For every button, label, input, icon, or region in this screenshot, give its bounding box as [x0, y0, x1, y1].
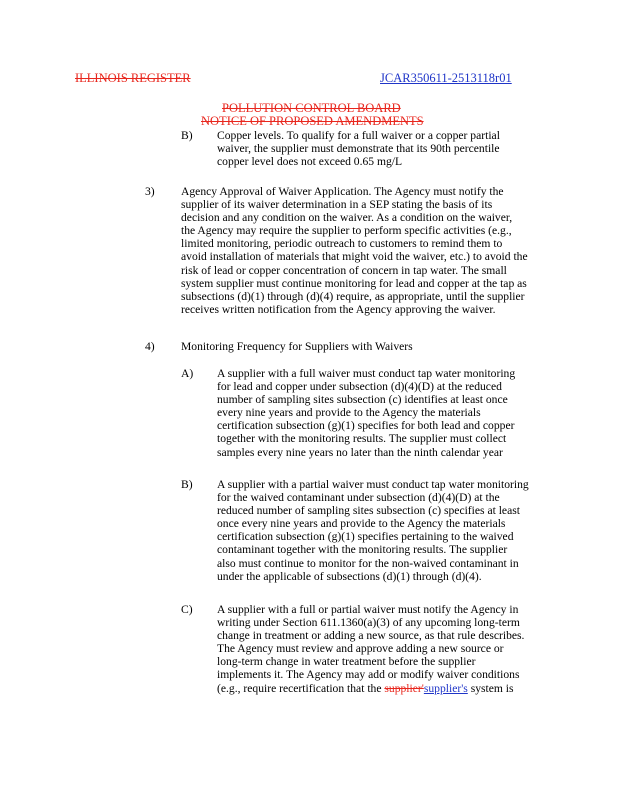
item-4b-line: contaminant together with the monitoring results. The supplier — [217, 543, 508, 557]
inserted-text: supplier's — [423, 681, 468, 695]
item-b-copper-line: waiver, the supplier must demonstrate that its 90th percentile — [217, 142, 500, 156]
item-3-line: receives written notification from the Agency approving the waiver. — [181, 302, 496, 316]
item-3-label: 3) — [145, 185, 155, 198]
item-4a-line: every nine years and provide to the Agency the materials — [217, 406, 481, 420]
item-4-label: 4) — [145, 340, 155, 353]
item-b-copper-line: Copper levels. To qualify for a full waiver or a copper partial — [217, 129, 500, 142]
item-4c-line: change in treatment or adding a new source, as that rule describes. — [217, 629, 525, 643]
item-3-line: risk of lead or copper concentration of concern in tap water. The small — [181, 263, 507, 277]
board-heading: POLLUTION CONTROL BOARD — [222, 101, 401, 115]
item-4b-line: for the waived contaminant under subsection (d)(4)(D) at the — [217, 491, 500, 505]
item-3-line: decision and any condition on the waiver. As a condition on the waiver, — [181, 211, 513, 225]
item-4a-line: together with the monitoring results. The supplier must collect — [217, 432, 507, 446]
item-4c-label: C) — [181, 603, 193, 616]
deleted-text: supplier' — [384, 681, 424, 695]
item-4b-line: reduced number of sampling sites subsection (c) specifies at least — [217, 504, 520, 518]
jcar-code: JCAR350611-2513118r01 — [380, 71, 512, 85]
item-4a-line: A supplier with a full waiver must conduct tap water monitoring — [217, 367, 516, 380]
item-4c-last-line — [217, 682, 524, 695]
item-3-line: the Agency may require the supplier to perform specific activities (e.g., — [181, 224, 512, 238]
notice-heading: NOTICE OF PROPOSED AMENDMENTS — [201, 114, 424, 128]
item-4a-line: samples every nine years no later than the ninth calendar year — [217, 445, 503, 459]
item-4a-label: A) — [181, 367, 194, 380]
item-4a-line: for lead and copper under subsection (d)(4)(D) at the reduced — [217, 380, 502, 394]
item-4c-line: A supplier with a full or partial waiver must notify the Agency in — [217, 603, 519, 616]
item-4b-text — [217, 478, 529, 583]
register-title: ILLINOIS REGISTER — [75, 71, 191, 85]
item-4b-line: certification subsection (g)(1) specifies pertaining to the waived — [217, 530, 514, 544]
item-3-line: system supplier must continue monitoring for lead and copper at the tap as — [181, 276, 527, 290]
item-4c-last-line-start: (e.g., require recertification that the — [217, 681, 385, 695]
item-3-line: subsections (d)(1) through (d)(4) require, as appropriate, until the supplier — [181, 289, 525, 303]
item-3-line: Agency Approval of Waiver Application. The Agency must notify the — [181, 185, 504, 198]
item-4a-line: number of sampling sites subsection (c) identifies at least once — [217, 393, 508, 407]
item-4a-line: certification subsection (g)(1) specifies for both lead and copper — [217, 419, 515, 433]
item-4c-line: The Agency must review and approve adding a new source or — [217, 642, 504, 656]
item-4c-text — [217, 603, 524, 695]
item-4-title: Monitoring Frequency for Suppliers with Waivers — [181, 340, 413, 353]
item-b-copper-label: B) — [181, 129, 193, 142]
item-3-text — [181, 185, 528, 316]
item-3-line: supplier of its waiver determination in a SEP stating the basis of its — [181, 198, 493, 212]
item-4c-line: implements it. The Agency may add or modify waiver conditions — [217, 668, 520, 682]
item-4a-text — [217, 367, 515, 459]
item-b-copper-line: copper level does not exceed 0.65 mg/L — [217, 155, 403, 169]
item-3-line: avoid installation of materials that might void the waiver, etc.) to avoid the — [181, 250, 528, 264]
item-b-copper-text — [217, 129, 500, 168]
item-4b-line: under the applicable of subsections (d)(1) through (d)(4). — [217, 569, 482, 583]
item-4b-line: A supplier with a partial waiver must conduct tap water monitoring — [217, 478, 529, 491]
item-4c-line: writing under Section 611.1360(a)(3) of any upcoming long-term — [217, 616, 520, 630]
item-4b-label: B) — [181, 478, 193, 491]
item-4c-last-line-end: system is — [467, 681, 514, 695]
item-3-line: limited monitoring, periodic outreach to customers to remind them to — [181, 237, 503, 251]
item-4c-line: long-term change in water treatment before the supplier — [217, 655, 476, 669]
item-4b-line: also must continue to monitor for the non-waived contaminant in — [217, 556, 519, 570]
item-4b-line: once every nine years and provide to the Agency the materials — [217, 517, 506, 531]
